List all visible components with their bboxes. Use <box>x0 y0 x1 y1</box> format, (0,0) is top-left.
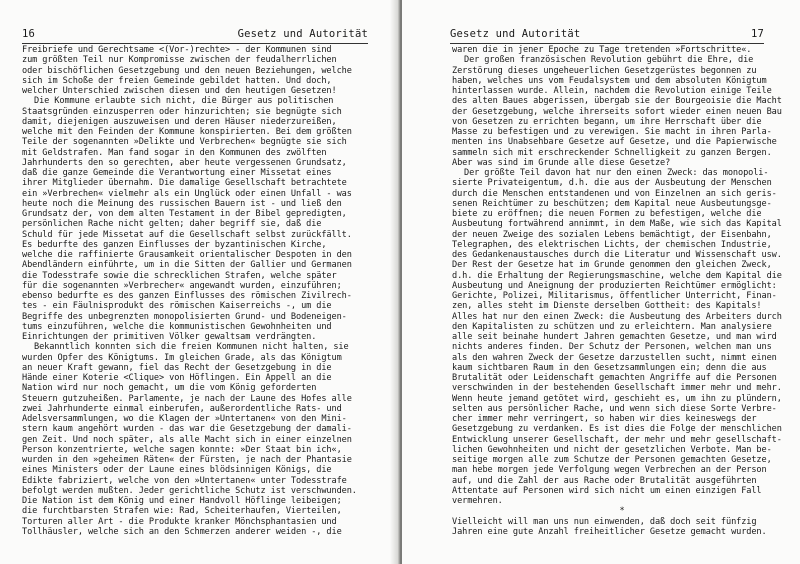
text-line: der neuen Zweige des sozialen Lebens bemächtigt, der Eisenbahn, <box>452 229 772 240</box>
text-line: durch die Menschen entstandenen und von Einzelnen an sich geris- <box>452 188 777 199</box>
right-page <box>402 0 800 564</box>
right-page-number: 17 <box>750 28 764 40</box>
text-line: wurden Opfer des Königtums. Im gleichen Grade, als das Königtum <box>22 352 342 363</box>
text-line: gen Zeit. Und noch später, als alle Macht sich in einer einzelnen <box>22 434 352 445</box>
text-line: auf, und die Zahl der aus Rache oder Brutalität ausgeführten <box>452 475 757 486</box>
text-line: Gesetzgebung zu verdanken. Es ist dies die Folge der menschlichen <box>452 424 782 435</box>
text-line: Gerichte, Polizei, Militarismus, öffentlicher Unterricht, Finan- <box>452 291 777 301</box>
text-line: zen, alles steht im Dienste derselben Gottheit: des Kapitals! <box>452 301 762 312</box>
text-line: lichen Gewohnheiten und nicht der gesetzlichen Verbote. Man be- <box>452 444 772 455</box>
text-line: Der größte Teil davon hat nur den einen Zweck: das monopoli- <box>464 168 769 178</box>
right-running-title: Gesetz und Autorität <box>450 28 581 40</box>
text-line: menten ins Unabsehbare Gesetze auf Gesetze, und die Papierwische <box>452 137 777 148</box>
text-line: wurden in den »geheimen Räten« der Fürsten, je nach der Phantasie <box>22 455 352 465</box>
text-line: Person konzentrierte, welche sagen konnte: »Der Staat bin ich«, <box>22 444 342 455</box>
text-line: Die Nation ist dem König und einer Handvoll Höflinge leibeigen; <box>22 496 342 506</box>
text-line: des Gedankenaustausches durch die Literatur und Wissenschaft usw. <box>452 250 782 260</box>
text-line: die Todesstrafe sowie die schrecklichen Strafen, welche später <box>22 270 337 281</box>
text-line: welche die raffinierte Grausamkeit orientalischer Despoten in den <box>22 250 352 260</box>
text-line: Die Kommune erlaubte sich nicht, die Bürger aus politischen <box>34 96 334 107</box>
text-line: mit Geldstrafen. Man fand sogar in den Kommunen des zwölften <box>22 147 327 158</box>
text-line: cher immer mehr verringert, so haben wir dies keineswegs der <box>452 414 757 424</box>
text-line: Alles hat nur den einen Zweck: die Ausbeutung des Arbeiters durch <box>452 311 782 322</box>
text-line: der Gesetzgebung, welche ihrerseits sofort wieder einen neuen Bau <box>452 106 782 117</box>
text-line: Nation wird nur noch gemacht, um die vom König geforderten <box>22 383 317 394</box>
text-line: Aber was sind im Grunde alle diese Gesetze? <box>452 157 671 168</box>
text-line: Edikte fabriziert, welche von den »Untertanen« unter Todesstrafe <box>22 475 347 486</box>
text-line: Teile der sogenannten »Delikte und Verbrechen« begnügte sie sich <box>22 137 347 148</box>
text-line: kaum sichtbaren Raum in den Gesetzsammlungen ein; denn die aus <box>452 362 767 373</box>
text-line: waren die in jener Epoche zu Tage tretenden »Fortschritte«. <box>452 45 752 55</box>
text-line: Attentate auf Personen wird sich nicht um einen einzigen Fall <box>452 485 762 496</box>
text-line: hinterlassen wurde. Allein, nachdem die Revolution einige Teile <box>452 86 772 96</box>
text-line: nichts anderes finden. Der Schutz der Personen, welchen man uns <box>452 342 772 353</box>
text-line: eines Ministers oder der Laune eines blödsinnigen Königs, die <box>22 465 332 476</box>
text-line: Wenn heute jemand getötet wird, geschieht es, um ihn zu plündern, <box>452 393 782 404</box>
text-line: zwei Jahrhunderte einmal einberufen, außerordentliche Rats- und <box>22 403 342 414</box>
text-line: befolgt werden mußten. Jeder gerichtliche Schutz ist verschwunden. <box>22 485 357 496</box>
left-page-header <box>22 28 368 42</box>
text-line: Schuld für jede Missetat auf die Gesellschaft selbst zurückfällt. <box>22 229 352 240</box>
text-line: Hände einer Koterie <Clique> von Höflingen. Ein Appell an die <box>22 373 332 383</box>
left-running-title: Gesetz und Autorität <box>237 28 368 40</box>
text-line: Entwicklung unserer Gesellschaft, der mehr und mehr gesellschaft- <box>452 434 782 445</box>
text-line: den Kapitalisten zu schützen und zu erleichtern. Man analysiere <box>452 321 772 332</box>
text-line: Freibriefe und Gerechtsame <(Vor-)rechte> - der Kommunen sind <box>22 45 332 55</box>
text-line: ebenso bedurfte es des ganzen Einflusses des römischen Zivilrech- <box>22 291 352 301</box>
text-line: Telegraphen, des elektrischen Lichts, der chemischen Industrie, <box>452 239 772 250</box>
text-line: daß die ganze Gemeinde die Verantwortung einer Missetat eines <box>22 168 332 178</box>
text-line: Grundsatz der, von dem alten Testament in der Bibel gepredigten, <box>22 209 347 219</box>
text-line: zum größten Teil nur Kompromisse zwischen der feudalherrlichen <box>22 55 337 66</box>
left-page-number: 16 <box>22 28 36 40</box>
text-line: man hebe morgen jede Verfolgung wegen Verbrechen an der Person <box>452 465 767 476</box>
text-line: Staatsgründen einzusperren oder hinzurichten; sie begnügte sich <box>22 106 342 117</box>
text-line: biete zu eröffnen; die neuen Formen zu befestigen, welche die <box>452 209 762 219</box>
text-line: Ausbeutung und Aneignung der produzierten Reichtümer ermöglicht: <box>452 280 777 291</box>
text-line: des alten Baues abgerissen, übergab sie der Bourgeoisie die Macht <box>452 96 782 107</box>
text-line: * <box>619 506 625 517</box>
text-line: Adelsversammlungen, wo die Klagen der »Untertanen« von den Mini- <box>22 414 347 424</box>
text-line: Der großen französischen Revolution gebührt die Ehre, die <box>464 55 754 66</box>
left-page-body-text <box>22 45 368 537</box>
text-line: Torturen aller Art - die Produkte kranker Mönchsphantasien und <box>22 516 337 527</box>
text-line: Ausbeutung fortwährend annimmt, in dem Maße, wie sich das Kapital <box>452 219 782 230</box>
text-line: selten aus persönlicher Rache, und wenn sich diese Sorte Verbre- <box>452 403 777 414</box>
text-line: sich im Schoße der freien Gemeinde gebildet hatten. Und doch, <box>22 75 332 86</box>
text-line: Begriffe des unbegrenzten monopolisierten Grund- und Bodeneigen- <box>22 311 347 322</box>
text-line: oder bischöflichen Gesetzgebung und den neuen Beziehungen, welche <box>22 65 352 76</box>
left-page <box>0 0 398 564</box>
text-line: Vielleicht will man uns nun einwenden, daß doch seit fünfzig <box>452 516 757 527</box>
text-line: haben, welches uns vom Feudalsystem und dem absoluten Königtum <box>452 75 767 86</box>
text-line: an neuer Kraft gewann, fiel das Recht der Gesetzgebung in die <box>22 362 332 373</box>
text-line: damit, diejenigen auszuweisen und deren Häuser niederzureißen, <box>22 116 337 127</box>
text-line: Bekanntlich konnten sich die freien Kommunen nicht halten, sie <box>34 342 349 353</box>
right-page-body-text <box>452 45 792 537</box>
text-line: d.h. die Erhaltung der Regierungsmaschine, welche dem Kapital die <box>452 270 782 281</box>
text-line: Es bedurfte des ganzen Einflusses der byzantinischen Kirche, <box>22 239 327 250</box>
text-line: sierte Privateigentum, d.h. die aus der Ausbeutung der Menschen <box>452 178 772 189</box>
text-line: als den wahren Zweck der Gesetze darzustellen sucht, nimmt einen <box>452 352 777 363</box>
text-line: ein »Verbrechen« vielmehr als ein Unglück oder einen Unfall - was <box>22 188 352 199</box>
text-line: seitige morgen alle zum Schutze der Personen gemachten Gesetze, <box>452 455 772 465</box>
text-line: Der Rest der Gesetze hat im Grunde genommen den gleichen Zweck, <box>452 260 772 271</box>
text-line: alle seit beinahe hundert Jahren gemachten Gesetze, und man wird <box>452 332 777 342</box>
right-page-header <box>450 28 764 42</box>
text-line: für die sogenannten »Verbrecher« angewandt wurden, einzuführen; <box>22 280 342 291</box>
text-line: welcher Unterschied zwischen diesen und den heutigen Gesetzen! <box>22 86 337 96</box>
text-line: Abendländern einführte, um in die Sitten der Gallier und Germanen <box>22 260 352 271</box>
left-header-rule <box>22 43 368 44</box>
text-line: senen Reichtümer zu beschützen; dem Kapital neue Ausbeutungsge- <box>452 198 772 209</box>
text-line: sammeln sich mit erschreckender Schnelligkeit zu ganzen Bergen. <box>452 147 772 158</box>
text-line: ihrer Mitglieder übernahm. Die damalige Gesellschaft betrachtete <box>22 178 347 189</box>
text-line: Einrichtungen der primitiven Völker gewaltsam verdrängten. <box>22 332 317 342</box>
text-line: verschwinden in der bestehenden Gesellschaft immer mehr und mehr. <box>452 383 782 394</box>
text-line: Tollhäusler, welche sich an den Schmerzen anderer weiden -, die <box>22 526 342 537</box>
text-line: die furchtbarsten Strafen wie: Rad, Scheiterhaufen, Vierteilen, <box>22 506 342 517</box>
right-header-rule <box>450 43 764 44</box>
text-line: heute noch die Meinung des russischen Bauern ist - und ließ den <box>22 198 342 209</box>
text-line: vermehren. <box>452 496 503 506</box>
text-line: tums einzuführen, welche die kommunistischen Gewohnheiten und <box>22 321 332 332</box>
text-line: tes - ein Fäulnisprodukt des römischen Kaiserreichs -, um die <box>22 301 332 312</box>
text-line: Masse zu befestigen und zu verewigen. Sie macht in ihren Parla- <box>452 127 772 137</box>
text-line: Brutalität oder Leidenschaft gemachten Angriffe auf die Personen <box>452 373 777 383</box>
text-line: stern kaum angehört wurden - das war die Gesetzgebung der damali- <box>22 424 352 435</box>
text-line: Jahrhunderts den so gerechten, aber heute vergessenen Grundsatz, <box>22 157 347 168</box>
text-line: Zerstörung dieses ungeheuerlichen Gesetzgerüstes begonnen zu <box>452 65 757 76</box>
text-line: Jahren eine gute Anzahl freiheitlicher Gesetze gemacht wurden. <box>452 526 767 537</box>
text-line: von Gesetzen zu errichten begann, um ihre Herrschaft über die <box>452 116 762 127</box>
text-line: welche mit den Feinden der Kommune konspirierten. Bei dem größten <box>22 127 352 137</box>
text-line: Steuern gutzuheißen. Parlamente, je nach der Laune des Hofes alle <box>22 393 352 404</box>
text-line: persönlichen Rache nicht gelten; daher begriff sie, daß die <box>22 219 322 230</box>
